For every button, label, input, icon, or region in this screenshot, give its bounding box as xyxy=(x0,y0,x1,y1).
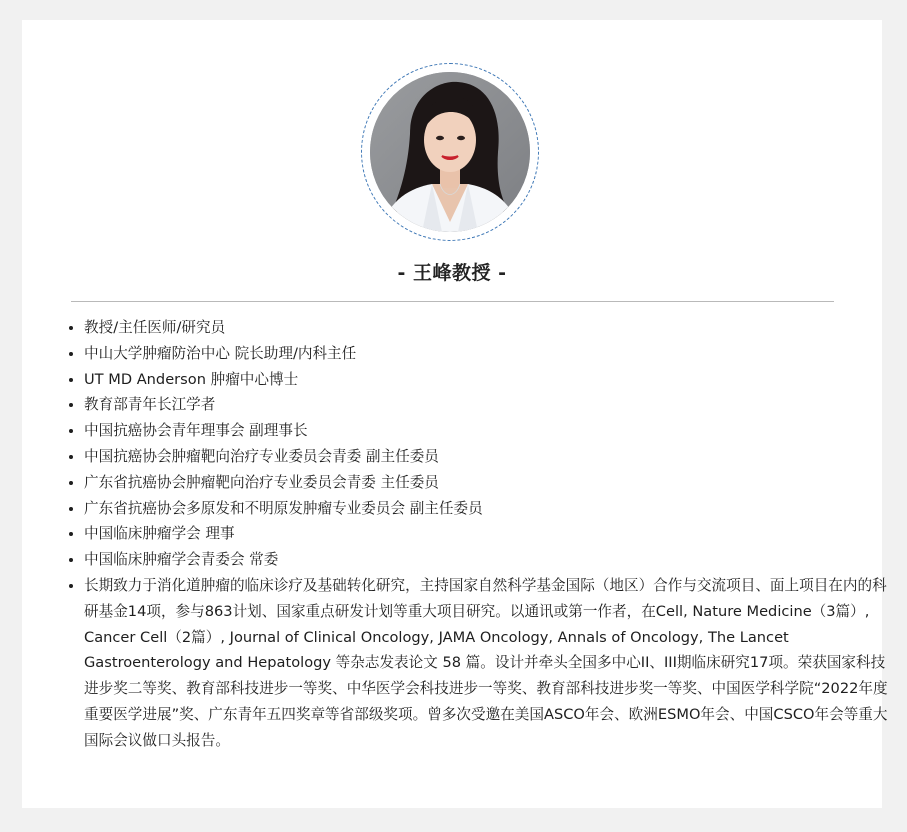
bio-list xyxy=(64,315,894,754)
list-item: • 教育部青年长江学者 xyxy=(84,392,894,418)
list-item: • 广东省抗癌协会多原发和不明原发肿瘤专业委员会 副主任委员 xyxy=(84,496,894,522)
profile-card xyxy=(22,20,888,808)
avatar xyxy=(370,72,530,232)
list-item: • 中山大学肿瘤防治中心 院长助理/内科主任 xyxy=(84,341,894,367)
portrait-image xyxy=(370,72,530,232)
divider xyxy=(71,301,834,302)
list-item: • 教授/主任医师/研究员 xyxy=(84,315,894,341)
list-item: • 中国临床肿瘤学会青委会 常委 xyxy=(84,547,894,573)
list-item: • 中国临床肿瘤学会 理事 xyxy=(84,521,894,547)
avatar-ring xyxy=(361,63,539,241)
list-item: • UT MD Anderson 肿瘤中心博士 xyxy=(84,367,894,393)
list-item: • 广东省抗癌协会肿瘤靶向治疗专业委员会青委 主任委员 xyxy=(84,470,894,496)
list-item: • 中国抗癌协会青年理事会 副理事长 xyxy=(84,418,894,444)
profile-name: - 王峰教授 - xyxy=(397,262,507,284)
list-item: • 中国抗癌协会肿瘤靶向治疗专业委员会青委 副主任委员 xyxy=(84,444,894,470)
list-item: • 长期致力于消化道肿瘤的临床诊疗及基础转化研究，主持国家自然科学基金国际（地区）合作与交流项目、面上项目在内的科研基金14项，参与863计划、国家重点研发计划等重大项目研究。以通讯或第一作者，在Cell, Nature Medicine（3篇）, Cancer Cell（2篇）, Journal of Clinical Oncology, JAMA Oncology, Annals of Oncology, The Lancet Gastroenterology and Hepatology 等杂志发表论文 58 篇。设计并牵头全国多中心II、III期临床研究17项。荣获国家科技进步奖二等奖、教育部科技进步一等奖、中华医学会科技进步一等奖、教育部科技进步奖一等奖、中国医学科学院“2022年度重要医学进展”奖、广东青年五四奖章等省部级奖项。曾多次受邀在美国ASCO年会、欧洲ESMO年会、中国CSCO年会等重大国际会议做口头报告。 xyxy=(84,573,894,754)
